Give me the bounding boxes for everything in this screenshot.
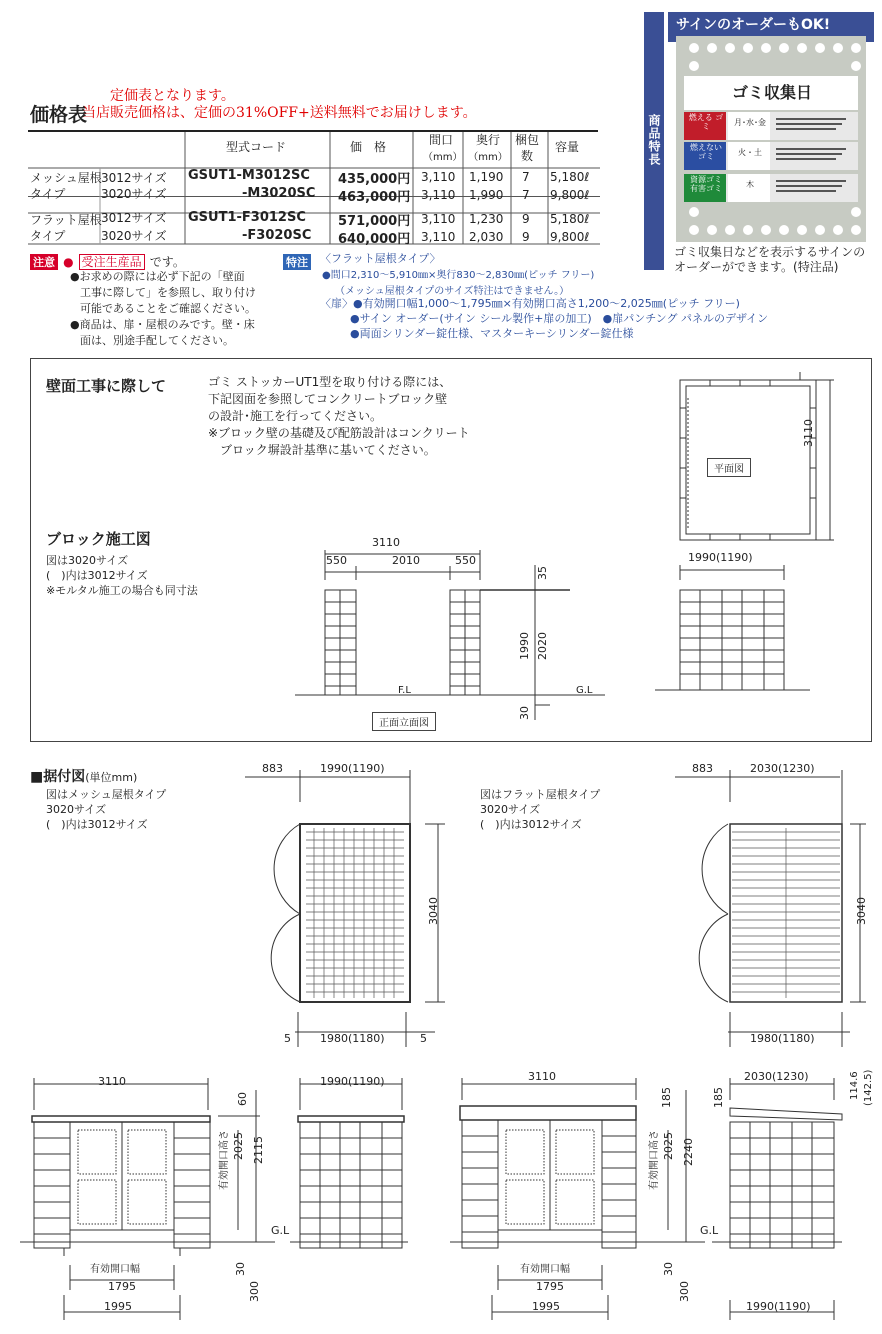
- mesh-front-dim-1795: 1795: [108, 1280, 136, 1293]
- front-gl-label: G.L: [576, 685, 593, 696]
- plan-view-label: 平面図: [707, 458, 751, 477]
- install-right-note3: ( )内は3012サイズ: [480, 818, 582, 831]
- group-mesh-l1: メッシュ屋根: [30, 171, 102, 185]
- sign-caption-l1: ゴミ収集日などを表示するサインの: [674, 245, 866, 259]
- flat-dim-883: 883: [692, 762, 713, 775]
- sign-row1-day: 月･水･金: [734, 118, 766, 127]
- row4-width: 3,110: [421, 230, 456, 244]
- feature-label: 商品特長: [647, 114, 661, 166]
- mesh-dim-5b: 5: [420, 1032, 427, 1045]
- price-notice-line2: 当店販売価格は、定価の31%OFF+送料無料でお届けします。: [82, 105, 477, 121]
- th-model-code: 型式コード: [226, 140, 287, 154]
- install-right-note1: 図はフラット屋根タイプ: [480, 788, 601, 801]
- flat-side-elevation: [712, 1070, 847, 1320]
- wall-text-4: ※ブロック壁の基礎及び配筋設計はコンクリート: [208, 426, 470, 440]
- mesh-top-view: [240, 762, 450, 1052]
- flat-opening-width: 有効開口幅: [520, 1264, 570, 1275]
- th-pack: 梱包 数: [514, 133, 539, 163]
- group-flat-l1: フラット屋根: [30, 213, 102, 227]
- install-left-note3: ( )内は3012サイズ: [46, 818, 148, 831]
- sign-row3-type: 資源ゴミ 有害ゴミ: [690, 175, 722, 193]
- side-elevation-drawing: [650, 560, 870, 700]
- mesh-front-gl: G.L: [271, 1224, 290, 1237]
- mesh-dim-1990: 1990(1190): [320, 762, 385, 775]
- sign-board-art: [676, 36, 866, 242]
- special-mesh-note: （メッシュ屋根タイプのサイズ特注はできません。）: [335, 286, 570, 297]
- feature-side-bar: [644, 12, 664, 270]
- made-to-order-badge: 受注生産品: [79, 254, 145, 270]
- plan-dim-3110: 3110: [802, 419, 815, 447]
- row2-width: 3,110: [421, 188, 456, 202]
- sign-board: [676, 36, 866, 242]
- front-fl-label: F.L: [398, 685, 411, 696]
- flat-side-dim-114-6: 114.6: [849, 1071, 860, 1100]
- install-left-note1: 図はメッシュ屋根タイプ: [46, 788, 167, 801]
- row2-pack: 7: [522, 188, 530, 202]
- flat-front-dim-1795: 1795: [536, 1280, 564, 1293]
- row3-pack: 9: [522, 212, 530, 226]
- flat-front-dim-1995: 1995: [532, 1300, 560, 1313]
- caution1-l1: ●お求めの際には必ず下記の「壁面: [70, 270, 245, 283]
- front-elevation-label: 正面立面図: [372, 712, 436, 731]
- wall-text-1: ゴミ ストッカーUT1型を取り付ける際には、: [208, 375, 452, 389]
- sign-row2-day: 火・土: [738, 148, 762, 157]
- special-lock: ●両面シリンダー錠仕様、マスターキーシリンダー錠仕様: [350, 327, 634, 340]
- flat-front-dim-2240: 2240: [682, 1138, 695, 1166]
- flat-front-dim-300: 300: [678, 1281, 691, 1302]
- flat-side-dim-142-5: (142.5): [863, 1069, 874, 1106]
- special-tag: 特注: [283, 251, 311, 270]
- mesh-side-dim-1990: 1990(1190): [320, 1075, 385, 1088]
- page-title: 価格表: [30, 104, 88, 126]
- row4-size: 3020サイズ: [101, 229, 167, 243]
- special-sign-order: ●サイン オーダー(サイン シール製作+扉の加工) ●扉パンチング パネルのデザイン: [350, 312, 769, 325]
- mesh-front-elevation: [20, 1070, 280, 1320]
- mesh-front-dim-60: 60: [236, 1092, 249, 1106]
- flat-dim-1980: 1980(1180): [750, 1032, 815, 1045]
- mesh-dim-5a: 5: [284, 1032, 291, 1045]
- block-note-3: ※モルタル施工の場合も同寸法: [46, 584, 198, 597]
- row3-depth: 1,230: [469, 212, 504, 226]
- row4-capacity: 9,800ℓ: [550, 230, 590, 244]
- sign-row2-type: 燃えない ゴミ: [690, 143, 722, 161]
- side-dim-1990-1190: 1990(1190): [688, 551, 753, 564]
- row1-code: GSUT1-M3012SC: [188, 168, 310, 183]
- plan-view-drawing: [640, 368, 870, 558]
- mesh-dim-3040: 3040: [427, 897, 440, 925]
- row3-capacity: 5,180ℓ: [550, 212, 590, 226]
- wall-text-3: の設計･施工を行ってください。: [208, 409, 383, 423]
- row2-code: -M3020SC: [242, 186, 316, 201]
- flat-side-dim-185: 185: [712, 1087, 725, 1108]
- wall-text-5: ブロック塀設計基準に基いてください。: [208, 443, 436, 457]
- block-note-2: ( )内は3012サイズ: [46, 569, 148, 582]
- sign-caption-l2: オーダーができます。(特注品): [674, 260, 839, 274]
- mesh-dim-1980: 1980(1180): [320, 1032, 385, 1045]
- flat-dim-2030: 2030(1230): [750, 762, 815, 775]
- block-note-1: 図は3020サイズ: [46, 554, 129, 567]
- flat-side-dim-1990: 1990(1190): [746, 1300, 811, 1313]
- row4-depth: 2,030: [469, 230, 504, 244]
- row1-price: 435,000円: [338, 172, 411, 187]
- wall-section-title: 壁面工事に際して: [46, 377, 167, 395]
- bullet-icon: ●: [63, 255, 74, 269]
- mesh-front-dim-30: 30: [234, 1262, 247, 1276]
- row2-depth: 1,990: [469, 188, 504, 202]
- group-mesh-l2: タイプ: [30, 187, 66, 201]
- front-dim-550a: 550: [326, 554, 347, 567]
- mesh-front-dim-3110: 3110: [98, 1075, 126, 1088]
- mesh-opening-width: 有効開口幅: [90, 1264, 140, 1275]
- row2-price: 463,000円: [338, 190, 411, 205]
- caution2-l1: ●商品は、扉・屋根のみです。壁・床: [70, 318, 255, 331]
- row2-capacity: 9,800ℓ: [550, 188, 590, 202]
- mesh-side-elevation: [290, 1070, 410, 1320]
- flat-front-dim-30: 30: [662, 1262, 675, 1276]
- row3-size: 3012サイズ: [101, 211, 167, 225]
- flat-opening-height: 有効開口高さ: [649, 1130, 660, 1190]
- front-dim-35: 35: [536, 566, 549, 580]
- th-depth: 奥行 （mm）: [468, 133, 508, 163]
- group-flat-l2: タイプ: [30, 229, 66, 243]
- row1-capacity: 5,180ℓ: [550, 170, 590, 184]
- flat-front-dim-3110: 3110: [528, 1070, 556, 1083]
- caution-tag: 注意: [30, 254, 58, 270]
- special-size-range: ●間口2,310～5,910㎜×奥行830～2,830㎜(ピッチ フリー): [322, 270, 595, 281]
- sign-row3-day: 木: [746, 180, 754, 189]
- flat-front-dim-2025: 2025: [662, 1132, 675, 1160]
- row4-price: 640,000円: [338, 232, 411, 247]
- sign-banner-title: サインのオーダーもOK!: [676, 17, 831, 33]
- front-dim-1990: 1990: [518, 632, 531, 660]
- mesh-front-dim-1995: 1995: [104, 1300, 132, 1313]
- th-capacity: 容量: [555, 140, 580, 154]
- flat-dim-3040: 3040: [855, 897, 868, 925]
- row1-size: 3012サイズ: [101, 171, 167, 185]
- mesh-front-dim-300: 300: [248, 1281, 261, 1302]
- price-notice-line1: 定価表となります。: [110, 88, 235, 104]
- mesh-opening-height: 有効開口高さ: [219, 1130, 230, 1190]
- row1-pack: 7: [522, 170, 530, 184]
- row3-code: GSUT1-F3012SC: [188, 210, 306, 225]
- row4-code: -F3020SC: [242, 228, 312, 243]
- wall-text-2: 下記図面を参照してコンクリートブロック壁: [208, 392, 448, 406]
- th-width: 間口 （mm）: [423, 133, 463, 163]
- made-to-order-suffix: です。: [149, 255, 185, 269]
- front-dim-2020: 2020: [536, 632, 549, 660]
- special-flat-type: 〈フラット屋根タイプ〉: [320, 252, 441, 265]
- caution2-l2: 面は、別途手配してください。: [80, 334, 234, 347]
- sign-row1-type: 燃える ゴミ: [688, 113, 724, 131]
- install-right-note2: 3020サイズ: [480, 803, 541, 816]
- row3-width: 3,110: [421, 212, 456, 226]
- th-price: 価 格: [350, 140, 387, 154]
- row1-width: 3,110: [421, 170, 456, 184]
- row2-size: 3020サイズ: [101, 187, 167, 201]
- flat-front-gl: G.L: [700, 1224, 719, 1237]
- flat-front-dim-185: 185: [660, 1087, 673, 1108]
- front-elevation-drawing: [290, 540, 610, 730]
- row1-depth: 1,190: [469, 170, 504, 184]
- flat-side-dim-2030: 2030(1230): [744, 1070, 809, 1083]
- mesh-front-dim-2115: 2115: [252, 1136, 265, 1164]
- front-dim-550b: 550: [455, 554, 476, 567]
- mesh-front-dim-2025: 2025: [232, 1132, 245, 1160]
- special-door-range: 〈扉〉●有効開口幅1,000～1,795㎜×有効開口高さ1,200～2,025㎜(ピッチ フリー): [320, 297, 740, 310]
- row4-pack: 9: [522, 230, 530, 244]
- caution-line: [30, 251, 185, 270]
- caution1-l2: 工事に際して」を参照し、取り付け: [80, 286, 256, 299]
- row3-price: 571,000円: [338, 214, 411, 229]
- sign-title: ゴミ収集日: [732, 83, 813, 102]
- front-dim-3110: 3110: [372, 536, 400, 549]
- front-dim-2010: 2010: [392, 554, 420, 567]
- install-title: ■据付図(単位mm): [30, 769, 138, 785]
- caution1-l3: 可能であることをご確認ください。: [80, 302, 256, 315]
- install-left-note2: 3020サイズ: [46, 803, 107, 816]
- mesh-dim-883: 883: [262, 762, 283, 775]
- block-title: ブロック施工図: [46, 530, 151, 548]
- flat-top-view: [670, 762, 880, 1052]
- front-dim-30: 30: [518, 706, 531, 720]
